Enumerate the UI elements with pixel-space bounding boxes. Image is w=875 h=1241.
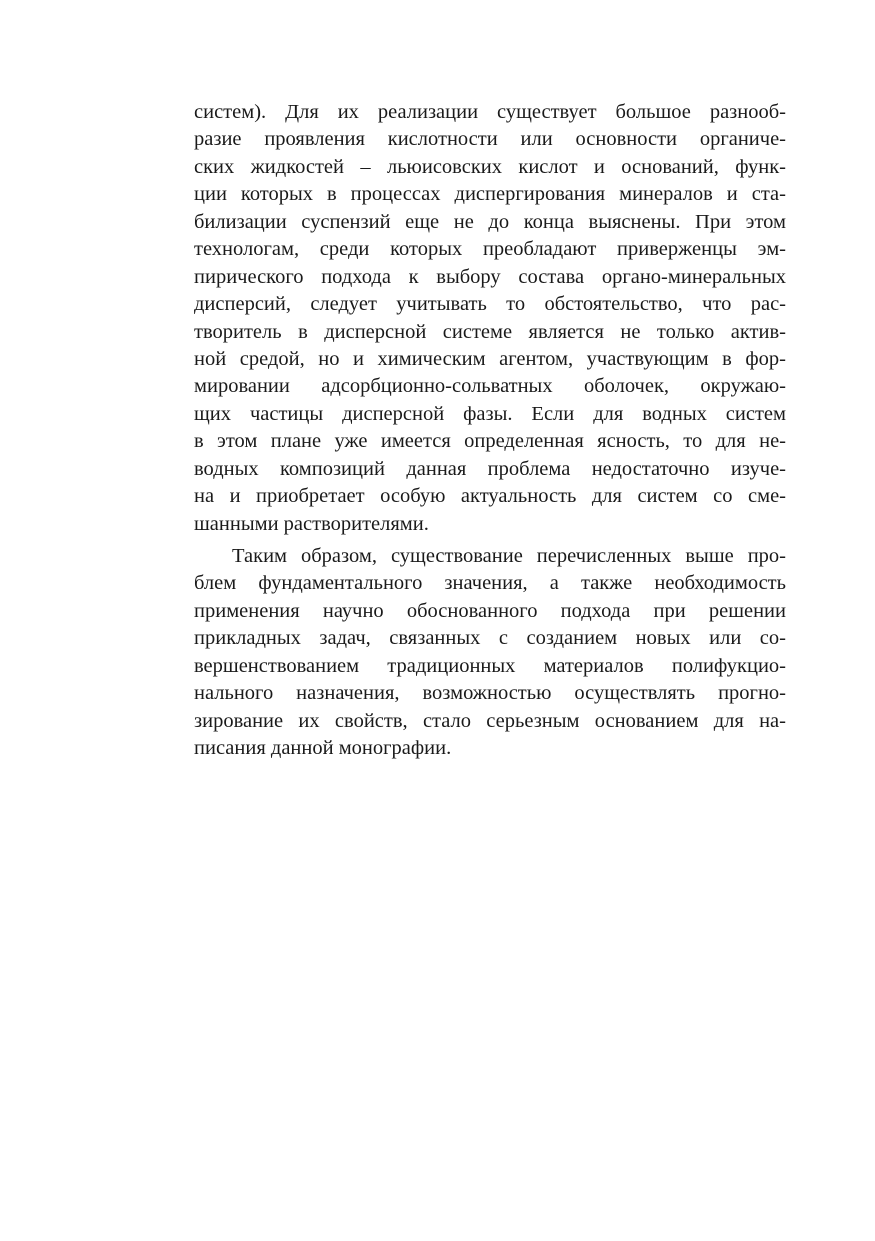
text-line: писания данной монографии. — [194, 737, 452, 760]
text-line: ских жидкостей – льюисовских кислот и оснований, функ- — [194, 155, 786, 178]
text-line: прикладных задач, связанных с созданием новых или со- — [194, 627, 786, 650]
paragraph-2 — [194, 543, 786, 763]
text-line: дисперсий, следует учитывать то обстоятельство, что рас- — [194, 293, 786, 316]
text-line: ции которых в процессах диспергирования минералов и ста- — [194, 183, 786, 206]
text-line: билизации суспензий еще не до конца выяснены. При этом — [194, 210, 786, 233]
text-line: водных композиций данная проблема недостаточно изуче- — [194, 457, 786, 480]
text-line: мировании адсорбционно-сольватных оболочек, окружаю- — [194, 375, 786, 398]
text-line: на и приобретает особую актуальность для систем со сме- — [194, 485, 786, 508]
text-line: щих частицы дисперсной фазы. Если для водных систем — [194, 402, 786, 425]
text-line: зирование их свойств, стало серьезным основанием для на- — [194, 709, 786, 732]
text-line: технологам, среди которых преобладают приверженцы эм- — [194, 238, 786, 261]
text-line: шанными растворителями. — [194, 512, 429, 535]
text-line: ной средой, но и химическим агентом, участвующим в фор- — [194, 347, 786, 370]
text-line: творитель в дисперсной системе является не только актив- — [194, 320, 786, 343]
text-line: блем фундаментального значения, а также необходимость — [194, 572, 786, 595]
text-line: систем). Для их реализации существует большое разнооб- — [194, 101, 786, 123]
text-line: применения научно обоснованного подхода при решении — [194, 599, 786, 622]
text-line: разие проявления кислотности или основности органиче- — [194, 128, 786, 151]
text-line: нального назначения, возможностью осуществлять прогно- — [194, 682, 786, 705]
text-line: в этом плане уже имеется определенная ясность, то для не- — [194, 430, 786, 453]
paragraph-1 — [194, 99, 786, 538]
text-line: Таким образом, существование перечисленных выше про- — [232, 545, 786, 567]
text-line: пирического подхода к выбору состава органо-минеральных — [194, 265, 786, 288]
text-line: вершенствованием традиционных материалов полифукцио- — [194, 654, 786, 677]
body-text — [194, 99, 786, 763]
